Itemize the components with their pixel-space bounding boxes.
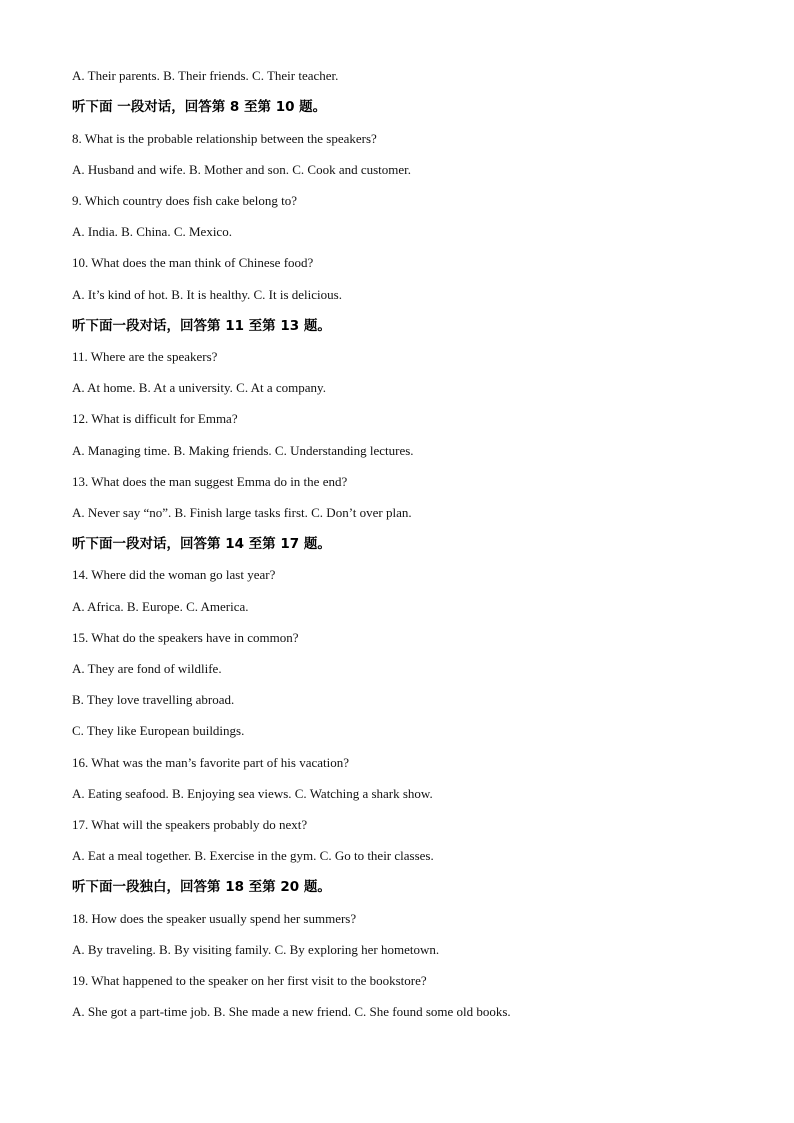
section-heading: 听下面 一段对话，回答第 8 至第 10 题。 (72, 99, 327, 115)
option-line: A. They are fond of wildlife. (72, 661, 222, 676)
option-line: A. Africa. B. Europe. C. America. (72, 599, 249, 614)
section-heading: 听下面一段对话，回答第 11 至第 13 题。 (72, 318, 331, 334)
option-line: A. India. B. China. C. Mexico. (72, 224, 232, 239)
section-heading: 听下面一段对话，回答第 14 至第 17 题。 (72, 536, 331, 552)
question-line: 11. Where are the speakers? (72, 349, 218, 364)
question-line: 9. Which country does fish cake belong to? (72, 193, 298, 208)
question-line: 13. What does the man suggest Emma do in the end? (72, 474, 348, 489)
question-line: 12. What is difficult for Emma? (72, 411, 238, 426)
option-line: C. They like European buildings. (72, 723, 245, 738)
question-line: 14. Where did the woman go last year? (72, 567, 276, 582)
question-line: 15. What do the speakers have in common? (72, 630, 299, 645)
question-line: 16. What was the man’s favorite part of his vacation? (72, 755, 350, 770)
option-line: B. They love travelling abroad. (72, 692, 235, 707)
section-heading: 听下面一段独白，回答第 18 至第 20 题。 (72, 879, 331, 895)
option-line: A. Husband and wife. B. Mother and son. C. Cook and customer. (72, 162, 412, 177)
question-line: 18. How does the speaker usually spend her summers? (72, 911, 357, 926)
option-line: A. She got a part-time job. B. She made a new friend. C. She found some old books. (72, 1004, 511, 1019)
option-line: A. By traveling. B. By visiting family. C. By exploring her hometown. (72, 942, 440, 957)
option-line: A. Never say “no”. B. Finish large tasks first. C. Don’t over plan. (72, 505, 412, 520)
option-line: A. Their parents. B. Their friends. C. Their teacher. (72, 68, 339, 83)
question-line: 8. What is the probable relationship between the speakers? (72, 131, 377, 146)
question-line: 19. What happened to the speaker on her first visit to the bookstore? (72, 973, 427, 988)
option-line: A. Eat a meal together. B. Exercise in the gym. C. Go to their classes. (72, 848, 434, 863)
option-line: A. Eating seafood. B. Enjoying sea views. C. Watching a shark show. (72, 786, 433, 801)
question-line: 17. What will the speakers probably do next? (72, 817, 308, 832)
option-line: A. At home. B. At a university. C. At a company. (72, 380, 326, 395)
option-line: A. Managing time. B. Making friends. C. Understanding lectures. (72, 443, 414, 458)
question-line: 10. What does the man think of Chinese food? (72, 255, 314, 270)
option-line: A. It’s kind of hot. B. It is healthy. C. It is delicious. (72, 287, 342, 302)
